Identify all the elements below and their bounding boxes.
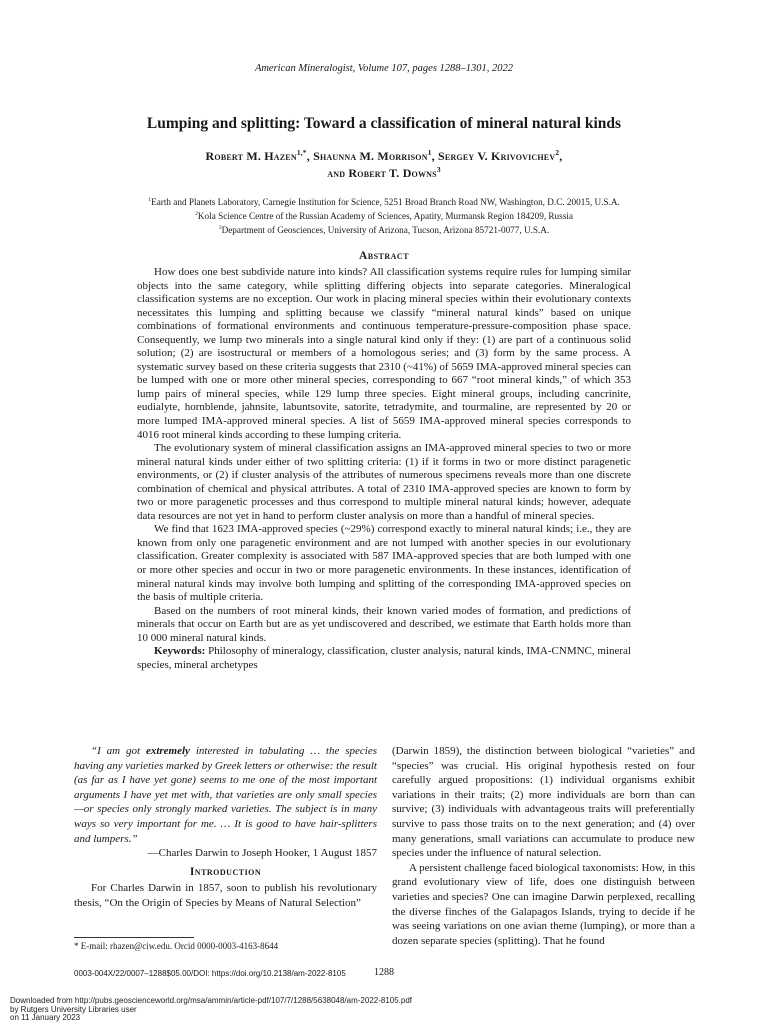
keywords [137,645,631,672]
paper-title: Lumping and splitting: Toward a classification of mineral natural kinds [146,115,622,132]
affiliation-text: Kola Science Centre of the Russian Academy of Sciences, Apatity, Murmansk Region 184209, Russia [197,211,573,221]
epigraph-attribution: —Charles Darwin to Joseph Hooker, 1 August 1857 [147,847,377,860]
doi-line: 0003-004X/22/0007–1288$05.00/DOI: https://doi.org/10.2138/am-2022-8105 [74,969,346,978]
section-heading-introduction: Introduction [189,865,262,878]
abstract-paragraph: We find that 1623 IMA-approved species (~29%) correspond exactly to mineral natural kinds; i.e., they are known from only one paragenetic environment and are not lumped with another species in our evolutionary classification. Greater complexity is associated with 587 IMA-approved species that are both lumped with one or more other species and occur in two or more paragenetic environments. In these instances, identification of mineral natural kinds may involve both lumping and splitting of the corresponding IMA-approved species on the basis of multiple criteria. [137,523,631,604]
affiliation-number: 1 [148,196,152,203]
author-affil-mark: 1 [427,148,432,157]
affiliation-line [60,209,708,223]
author-name: Robert T. Downs [348,166,437,180]
abstract-paragraph: Based on the numbers of root mineral kinds, their known varied modes of formation, and predictions of minerals that occur on Earth but are as yet undiscovered and described, we estimate that Earth holds more than 10 000 mineral natural kinds. [137,604,631,644]
journal-citation: American Mineralogist, Volume 107, pages 1288–1301, 2022 [254,63,514,74]
left-column [74,744,377,911]
epigraph-text: “I am got [91,745,146,757]
abstract-paragraph: The evolutionary system of mineral classification assigns an IMA-approved mineral species to two or more mineral natural kinds under either of two splitting criteria: (1) if it forms in two or more distinct paragenetic environments, or (2) if cluster analysis of the attributes of numerous specimens reveals more than one discrete combination of chemical and physical attributes. A total of 2310 IMA-approved species are known to form by two or more paragenetic processes and thus correspond to multiple mineral natural kinds; however, adequate data resources are not yet in hand to perform cluster analysis on more than a handful of mineral species. [137,442,631,522]
author-name: Robert M. Hazen [205,149,297,163]
epigraph-quote [74,744,377,846]
footnote-rule [74,937,194,938]
keywords-text: Philosophy of mineralogy, classification, cluster analysis, natural kinds, IMA-CNMNC, mineral species, mineral archetypes [137,645,631,671]
author-affil-mark: 2 [555,148,560,157]
affiliation-number: 3 [218,224,222,231]
affiliation-line [60,223,708,237]
affiliation-text: Earth and Planets Laboratory, Carnegie Institution for Science, 5251 Broad Branch Road NW, Washington, D.C. 20015, U.S.A. [151,197,620,207]
body-paragraph: A persistent challenge faced biological taxonomists: How, in this grand evolutionary view of life, does one distinguish between varieties and species? One can imagine Darwin perplexed, recalling the diverse finches of the Galapagos Islands, trying to decide if he was seeing variations on one avian theme (lumping), or more than a dozen separate species (splitting). That he found [392,861,695,947]
download-notice-line: on 11 January 2023 [10,1013,81,1022]
download-notice-line: Downloaded from http://pubs.geoscienceworld.org/msa/ammin/article-pdf/107/7/1288/5638048/am-2022-8105.pdf [10,996,413,1005]
affiliation-line [60,195,708,209]
body-paragraph: (Darwin 1859), the distinction between biological “varieties” and “species” was crucial. His original hypothesis rested on four carefully argued propositions: (1) individual organisms exhibit variations in their traits; (2) more individuals are born than can survive; (3) individuals with advantageous traits will preferentially survive to pass those traits on to the next generation; and (4) over many generations, small variations can accumulate to produce new species under the influence of natural selection. [392,745,695,860]
affiliations [60,195,708,237]
affiliation-text: Department of Geosciences, University of Arizona, Tucson, Arizona 85721-0077, U.S.A. [221,225,550,235]
body-paragraph: For Charles Darwin in 1857, soon to publish his revolutionary thesis, “On the Origin of Species by Means of Natural Selection” [74,882,377,909]
right-column [392,744,695,948]
corresponding-author-mark: * [302,148,307,157]
abstract-heading: Abstract [358,250,410,262]
epigraph-emphasis: extremely [145,745,190,757]
author-list: Robert M. Hazen$^{1,*}$, Shaunna M. Morrison$^1$, Sergey V. Krivovichev$^2$, and Robert T. Downs$^3$ [205,148,563,180]
page-number: 1288 [374,967,394,978]
abstract-body [137,266,631,672]
keywords-label: Keywords: [154,645,206,658]
affiliation-number: 2 [195,210,198,217]
author-affil-mark: 3 [436,165,441,174]
download-notice-line: by Rutgers University Libraries user [10,1004,137,1014]
author-affil-mark: 1, [296,148,303,157]
abstract-paragraph: How does one best subdivide nature into kinds? All classification systems require rules for lumping similar objects into the same category, while splitting differing objects into separate categories. Mineralogical classification systems are no exception. Our work in placing mineral species within their evolutionary contexts necessitates this lumping and splitting because we classify “mineral natural kinds” based on unique combinations of formational environments and continuous temperature-pressure-composition phase space. Consequently, we lump two minerals into a single natural kind only if they: (1) are part of a continuous solid solution; (2) are isostructural or members of a homologous series; and (3) form by the same process. A systematic survey based on these criteria suggests that 2310 (~41%) of 5659 IMA-approved mineral species can be lumped with one or more other mineral species, corresponding to 667 “root mineral kinds,” of which 353 lump pairs of mineral species, while 129 lump three species. Eight mineral groups, including cancrinite, eudialyte, hornblende, jahnsite, labuntsovite, satorite, tetradymite, and tourmaline, are represented by 20 or more lumped IMA-approved mineral species. A list of 5659 IMA-approved mineral species corresponds to 4016 root mineral kinds according to these lumping criteria. [137,266,631,441]
download-notice [10,997,412,1023]
epigraph-text: interested in tabulating … the species having any varieties marked by Greek letters or otherwise: the result (as far as I have yet gone) seems to me one of the most important arguments I have yet met with, that varieties are only small species—or species only strongly marked varieties. The subject is in many ways so very important for me. … It is good to have hair-splitters and lumpers.” [74,745,378,845]
author-name: Sergey V. Krivovichev [438,149,556,163]
author-name: Shaunna M. Morrison [313,149,428,163]
footnote: * E-mail: rhazen@ciw.edu. Orcid 0000-0003-4163-8644 [74,941,279,951]
author-conjunction: and [327,166,346,180]
